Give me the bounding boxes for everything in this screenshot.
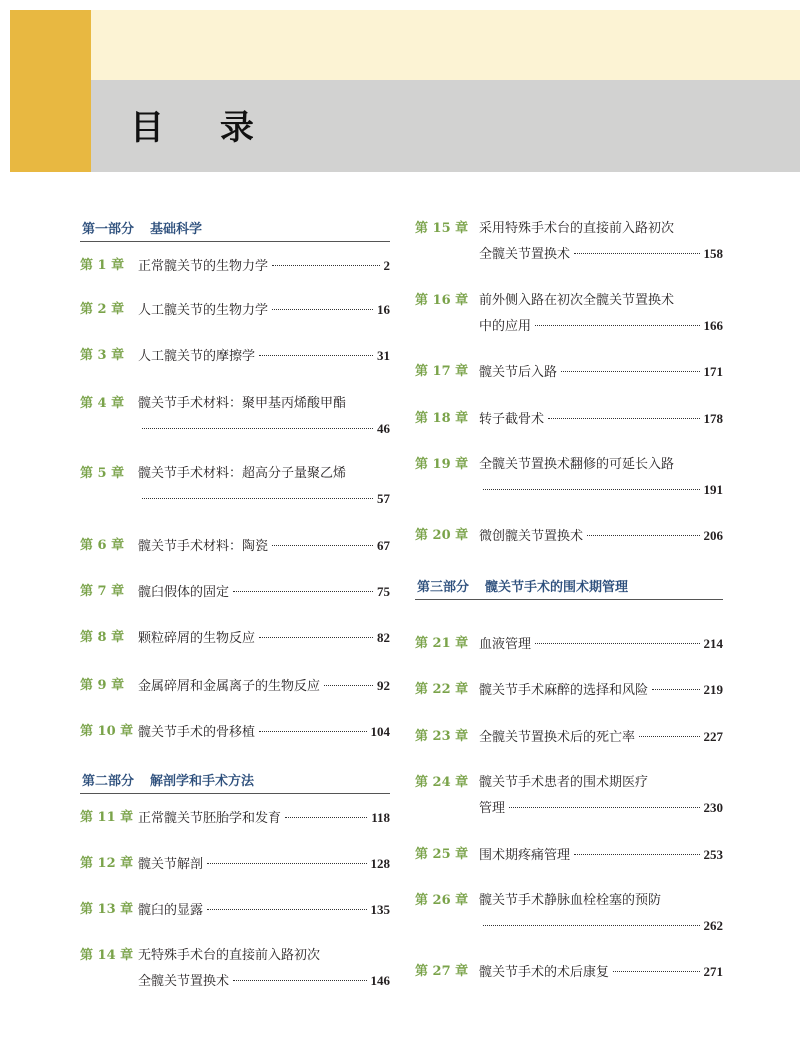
page-number: 214 <box>703 636 723 651</box>
page-number: 92 <box>377 678 390 693</box>
chapter-title: 正常髋关节的生物力学 <box>138 259 269 274</box>
page-number: 219 <box>703 682 723 697</box>
page-number: 104 <box>370 724 390 739</box>
leader-dots <box>535 325 699 326</box>
chapter-title: 髋关节手术材料：超高分子量聚乙烯 <box>138 466 347 481</box>
leader-dots <box>272 265 379 266</box>
leader-dots <box>483 489 700 490</box>
part-heading <box>415 576 723 600</box>
chapter-number: 第 26 章 <box>415 893 469 908</box>
page-number: 191 <box>703 482 723 497</box>
chapter-title: 血液管理 <box>479 637 532 652</box>
chapter-number: 第 10 章 <box>80 724 134 739</box>
leader-dots <box>639 736 699 737</box>
leader-dots <box>652 689 699 690</box>
toc-entry[interactable] <box>80 944 390 992</box>
part-title: 基础科学 <box>150 222 203 237</box>
toc-entry[interactable] <box>80 580 390 604</box>
chapter-number: 第 25 章 <box>415 847 469 862</box>
chapter-number: 第 16 章 <box>415 293 469 308</box>
part-title: 解剖学和手术方法 <box>150 774 255 789</box>
chapter-title: 前外侧入路在初次全髋关节置换术 <box>479 293 675 308</box>
chapter-title: 髋关节后入路 <box>479 365 558 380</box>
chapter-title: 无特殊手术台的直接前入路初次 <box>138 948 321 963</box>
part-number: 第二部分 <box>82 774 135 789</box>
page-number: 16 <box>377 302 390 317</box>
leader-dots <box>142 498 373 499</box>
toc-entry[interactable] <box>80 852 390 876</box>
toc-entry[interactable] <box>415 289 723 337</box>
page-number: 46 <box>377 421 390 436</box>
leader-dots <box>207 909 366 910</box>
chapter-title: 全髋关节置换术 <box>138 974 230 989</box>
toc-entry[interactable] <box>415 960 723 984</box>
page-number: 118 <box>371 810 390 825</box>
toc-entry[interactable] <box>415 217 723 265</box>
toc-entry[interactable] <box>415 678 723 702</box>
chapter-number: 第 9 章 <box>80 678 125 693</box>
leader-dots <box>613 971 699 972</box>
chapter-title: 采用特殊手术台的直接前入路初次 <box>479 221 675 236</box>
leader-dots <box>142 428 373 429</box>
chapter-title: 全髋关节置换术后的死亡率 <box>479 730 636 745</box>
toc-entry[interactable] <box>80 298 390 322</box>
chapter-number: 第 18 章 <box>415 411 469 426</box>
leader-dots <box>509 807 699 808</box>
page-number: 31 <box>377 348 390 363</box>
toc-entry[interactable] <box>80 392 390 440</box>
page-number: 2 <box>383 258 390 273</box>
chapter-title: 正常髋关节胚胎学和发育 <box>138 811 282 826</box>
chapter-number: 第 5 章 <box>80 466 125 481</box>
part-heading <box>80 218 390 242</box>
chapter-number: 第 20 章 <box>415 528 469 543</box>
chapter-title: 中的应用 <box>479 319 532 334</box>
chapter-number: 第 11 章 <box>80 810 134 825</box>
toc-entry[interactable] <box>80 534 390 558</box>
chapter-number: 第 4 章 <box>80 396 125 411</box>
chapter-number: 第 7 章 <box>80 584 125 599</box>
header-top-band <box>91 10 800 80</box>
page-number: 146 <box>370 973 390 988</box>
toc-entry[interactable] <box>80 254 390 278</box>
toc-entry[interactable] <box>415 843 723 867</box>
chapter-title: 围术期疼痛管理 <box>479 848 571 863</box>
chapter-number: 第 15 章 <box>415 221 469 236</box>
toc-entry[interactable] <box>80 720 390 744</box>
chapter-number: 第 19 章 <box>415 457 469 472</box>
toc-entry[interactable] <box>415 360 723 384</box>
leader-dots <box>207 863 366 864</box>
chapter-number: 第 12 章 <box>80 856 134 871</box>
chapter-number: 第 3 章 <box>80 348 125 363</box>
chapter-title: 管理 <box>479 801 506 816</box>
page-number: 230 <box>703 800 723 815</box>
toc-entry[interactable] <box>415 771 723 819</box>
page-number: 67 <box>377 538 390 553</box>
page-number: 158 <box>703 246 723 261</box>
toc-entry[interactable] <box>415 453 723 501</box>
chapter-number: 第 22 章 <box>415 682 469 697</box>
page-title: 目 录 <box>130 108 276 148</box>
page-number: 135 <box>370 902 390 917</box>
toc-entry[interactable] <box>415 889 723 937</box>
chapter-title: 全髋关节置换术 <box>479 247 571 262</box>
chapter-number: 第 23 章 <box>415 729 469 744</box>
page-number: 178 <box>703 411 723 426</box>
leader-dots <box>561 371 699 372</box>
page-number: 128 <box>370 856 390 871</box>
toc-entry[interactable] <box>415 632 723 656</box>
page-number: 82 <box>377 630 390 645</box>
leader-dots <box>574 253 699 254</box>
chapter-number: 第 13 章 <box>80 902 134 917</box>
part-heading <box>80 770 390 794</box>
page-number: 75 <box>377 584 390 599</box>
chapter-title: 髋关节手术材料：陶瓷 <box>138 539 269 554</box>
chapter-title: 髋关节手术患者的围术期医疗 <box>479 775 649 790</box>
leader-dots <box>233 591 373 592</box>
chapter-number: 第 2 章 <box>80 302 125 317</box>
leader-dots <box>285 817 367 818</box>
toc-entry[interactable] <box>80 898 390 922</box>
toc-entry[interactable] <box>415 725 723 749</box>
leader-dots <box>574 854 699 855</box>
leader-dots <box>259 355 373 356</box>
chapter-number: 第 6 章 <box>80 538 125 553</box>
leader-dots <box>259 731 366 732</box>
chapter-number: 第 17 章 <box>415 364 469 379</box>
chapter-title: 髋臼的显露 <box>138 903 204 918</box>
toc-entry[interactable] <box>80 626 390 650</box>
chapter-title: 髋关节手术静脉血栓栓塞的预防 <box>479 893 662 908</box>
page-number: 206 <box>703 528 723 543</box>
chapter-title: 髋关节手术的骨移植 <box>138 725 256 740</box>
leader-dots <box>535 643 699 644</box>
page-number: 166 <box>703 318 723 333</box>
part-number: 第三部分 <box>417 580 470 595</box>
chapter-title: 转子截骨术 <box>479 412 545 427</box>
chapter-number: 第 1 章 <box>80 258 125 273</box>
chapter-title: 髋关节手术麻醉的选择和风险 <box>479 683 649 698</box>
leader-dots <box>324 685 373 686</box>
header-accent-bar <box>10 10 91 172</box>
chapter-title: 髋关节解剖 <box>138 857 204 872</box>
chapter-number: 第 14 章 <box>80 948 134 963</box>
leader-dots <box>548 418 699 419</box>
leader-dots <box>272 545 373 546</box>
chapter-title: 人工髋关节的摩擦学 <box>138 349 256 364</box>
leader-dots <box>272 309 373 310</box>
toc-entry[interactable] <box>415 524 723 548</box>
chapter-number: 第 21 章 <box>415 636 469 651</box>
chapter-title: 髋关节手术的术后康复 <box>479 965 610 980</box>
chapter-title: 金属碎屑和金属离子的生物反应 <box>138 679 321 694</box>
chapter-title: 全髋关节置换术翻修的可延长入路 <box>479 457 675 472</box>
toc-entry[interactable] <box>80 674 390 698</box>
leader-dots <box>483 925 700 926</box>
chapter-number: 第 8 章 <box>80 630 125 645</box>
chapter-title: 髋臼假体的固定 <box>138 585 230 600</box>
page-number: 262 <box>703 918 723 933</box>
page-number: 57 <box>377 491 390 506</box>
page-number: 253 <box>703 847 723 862</box>
chapter-number: 第 27 章 <box>415 964 469 979</box>
toc-entry[interactable] <box>80 806 390 830</box>
chapter-title: 颗粒碎屑的生物反应 <box>138 631 256 646</box>
toc-entry[interactable] <box>415 407 723 431</box>
page-number: 271 <box>703 964 723 979</box>
leader-dots <box>259 637 373 638</box>
part-title: 髋关节手术的围术期管理 <box>485 580 629 595</box>
page-number: 227 <box>703 729 723 744</box>
leader-dots <box>233 980 366 981</box>
chapter-number: 第 24 章 <box>415 775 469 790</box>
leader-dots <box>587 535 699 536</box>
part-number: 第一部分 <box>82 222 135 237</box>
toc-entry[interactable] <box>80 462 390 510</box>
chapter-title: 髋关节手术材料：聚甲基丙烯酸甲酯 <box>138 396 347 411</box>
chapter-title: 微创髋关节置换术 <box>479 529 584 544</box>
chapter-title: 人工髋关节的生物力学 <box>138 303 269 318</box>
page-number: 171 <box>703 364 723 379</box>
toc-entry[interactable] <box>80 344 390 368</box>
